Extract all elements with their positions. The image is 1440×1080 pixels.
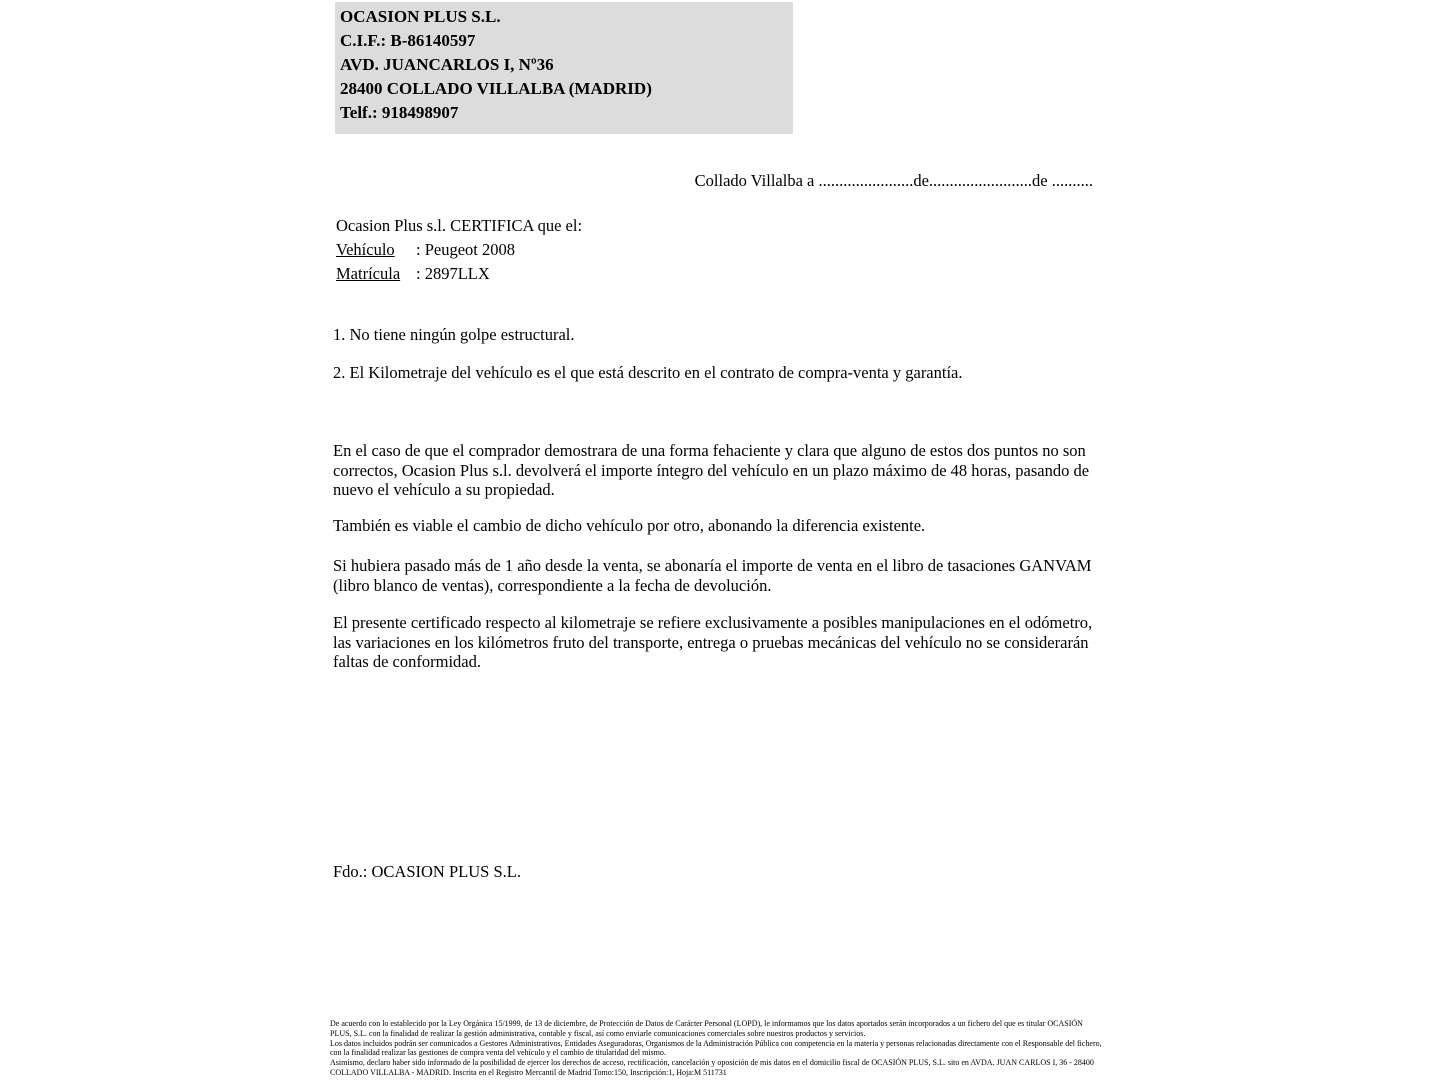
vehicle-label: Vehículo (336, 240, 395, 259)
vehicle-label-wrap (336, 238, 416, 262)
company-name: OCASION PLUS S.L. (340, 7, 501, 26)
certified-point-2: 2. El Kilometraje del vehículo es el que está descrito en el contrato de compra-venta y garantía. (333, 363, 963, 382)
vehicle-row (336, 238, 582, 262)
odometer-paragraph: El presente certificado respecto al kilometraje se refiere exclusivamente a posibles manipulaciones en el odómetro, las variaciones en los kilómetros fruto del transporte, entrega o pruebas mecánicas del vehículo no se considerarán faltas de conformidad. (333, 613, 1093, 671)
certification-block (336, 214, 582, 286)
refund-paragraph: En el caso de que el comprador demostrara de una forma fehaciente y clara que alguno de estos dos puntos no son correctos, Ocasion Plus s.l. devolverá el importe íntegro del vehículo en un plazo máximo de 48 horas, pasando de nuevo el vehículo a su propiedad. (333, 441, 1090, 499)
plate-value: : 2897LLX (416, 264, 490, 283)
ganvam-paragraph: Si hubiera pasado más de 1 año desde la venta, se abonaría el importe de venta en el libro de tasaciones GANVAM (libro blanco de ventas), correspondiente a la fecha de devolución. (333, 556, 1092, 595)
legal-notice (330, 1019, 1102, 1078)
certified-point-1: 1. No tiene ningún golpe estructural. (333, 325, 575, 344)
legal-paragraph-1: De acuerdo con lo establecido por la Ley Orgánica 15/1999, de 13 de diciembre, de Protección de Datos de Carácter Personal (LOPD), le informamos que los datos aportados serán incorporados a un fichero del que es titular OCASIÓN PLUS, S.L. con la finalidad de realizar la gestión administrativa, contable y fiscal, así como enviarle comunicaciones comerciales sobre nuestros productos y servicios. (330, 1019, 1083, 1038)
legal-paragraph-2: Los datos incluidos podrán ser comunicados a Gestores Administrativos, Entidades Aseguradoras, Organismos de la Administración Pública con competencia en la materia y personas relacionadas directamente con el Responsable del fichero, con la finalidad realizar las gestiones de compra venta del vehículo y el cambio de titularidad del mismo. (330, 1038, 1102, 1058)
plate-label-wrap (336, 262, 416, 286)
company-header-box (335, 2, 793, 134)
date-fill-in-line: Collado Villalba a .......................de.........................de .......... (694, 171, 1093, 190)
signature-line: Fdo.: OCASION PLUS S.L. (333, 862, 521, 881)
company-city: 28400 COLLADO VILLALBA (MADRID) (340, 79, 652, 98)
exchange-paragraph: También es viable el cambio de dicho vehículo por otro, abonando la diferencia existente. (333, 516, 926, 535)
legal-paragraph-3: Asimismo, declaro haber sido informado de la posibilidad de ejercer los derechos de acceso, rectificación, cancelación y oposición de mis datos en el domicilio fiscal de OCASIÓN PLUS, S.L. sito en AVDA. JUAN CARLOS I, 36 - 28400 COLLADO VILLALBA - MADRID. Inscrita en el Registro Mercantil de Madrid Tomo:150, Inscripción:1, Hoja:M 511731 (330, 1058, 1094, 1077)
company-cif: C.I.F.: B-86140597 (340, 31, 476, 50)
plate-row (336, 262, 582, 286)
company-phone: Telf.: 918498907 (340, 103, 459, 122)
vehicle-value: : Peugeot 2008 (416, 240, 515, 259)
company-address: AVD. JUANCARLOS I, Nº36 (340, 55, 554, 74)
certifica-statement: Ocasion Plus s.l. CERTIFICA que el: (336, 216, 583, 235)
plate-label: Matrícula (336, 264, 401, 283)
